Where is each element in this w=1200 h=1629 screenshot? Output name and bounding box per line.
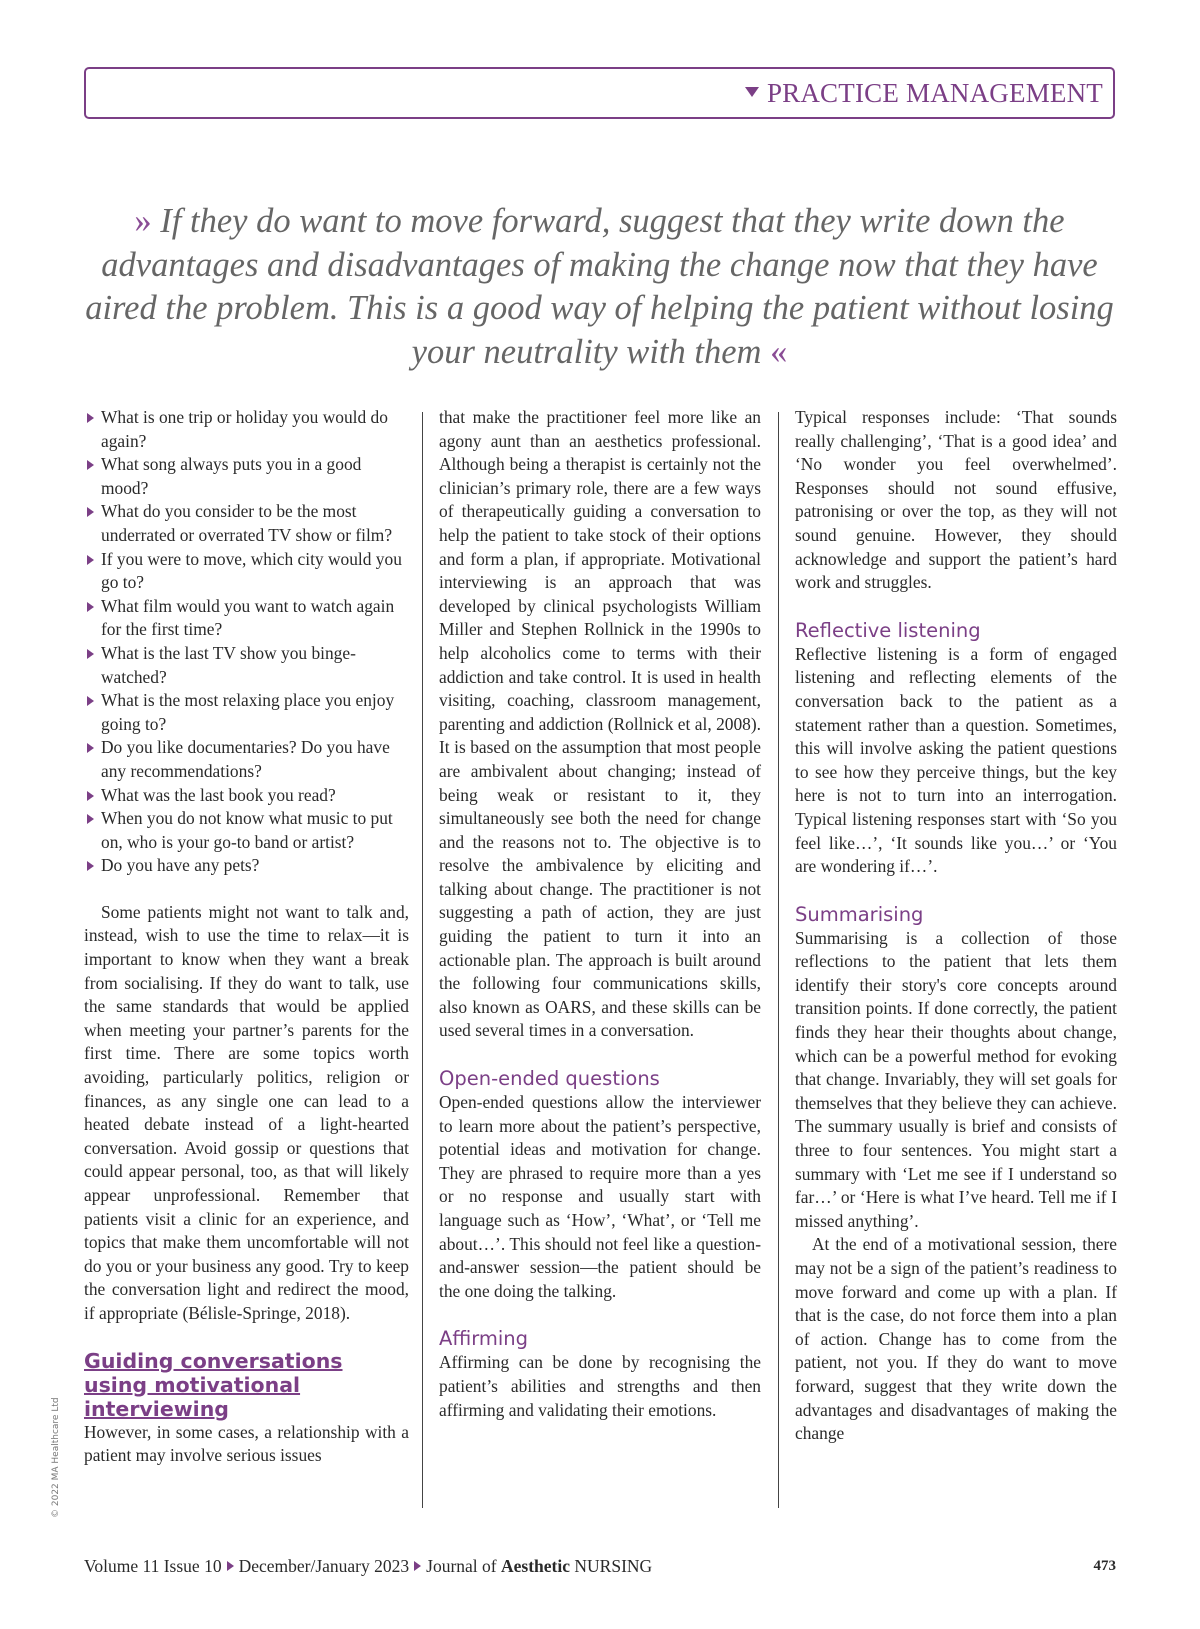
triangle-down-icon — [745, 87, 759, 97]
subsection-heading: Affirming — [439, 1327, 529, 1351]
bullet-triangle-icon — [87, 602, 94, 612]
body-paragraph: At the end of a motivational session, there may not be a sign of the patient’s readiness to move forward and come up with a plan. If that is the case, do not force them into a plan of action. Change has to come from the patient, not you. If they do want to move forward, suggest that they write down the advantages and disadvantages of making the change — [795, 1234, 1117, 1444]
journal-prefix: Journal of — [426, 1556, 497, 1576]
body-paragraph: Typical responses include: ‘That sounds really challenging’, ‘That is a good idea’ and ‘No wonder you feel overwhelmed’. Responses should not sound effusive, patronising or over the top, as they will not sound genuine. However, they should acknowledge and support the patient’s hard work and struggles. — [795, 407, 1117, 593]
list-item: What do you consider to be the most underrated or overrated TV show or film? — [84, 500, 409, 547]
list-item: When you do not know what music to put on, who is your go-to band or artist? — [84, 807, 409, 854]
bullet-triangle-icon — [87, 696, 94, 706]
question-list — [84, 406, 409, 878]
column-divider — [778, 412, 779, 1508]
list-item: What is the most relaxing place you enjoy going to? — [84, 689, 409, 736]
bullet-triangle-icon — [87, 555, 94, 565]
list-item: What film would you want to watch again for the first time? — [84, 595, 409, 642]
body-paragraph: Reflective listening is a form of engaged listening and reflecting elements of the conversation back to the patient as a statement rather than a question. Sometimes, this will involve asking the patient questions to see how they perceive things, but the key here is not to turn into an interrogation. Typical listening responses start with ‘So you feel like…’, ‘It sounds like you…’ or ‘You are wondering if…’. — [795, 643, 1117, 877]
bullet-triangle-icon — [87, 861, 94, 871]
copyright-notice: © 2022 MA Healthcare Ltd — [51, 1397, 61, 1518]
list-item: If you were to move, which city would you go to? — [84, 548, 409, 595]
subsection-heading: Open-ended questions — [439, 1067, 660, 1091]
list-item: Do you have any pets? — [84, 854, 409, 878]
volume-info: Volume 11 Issue 10 — [84, 1556, 222, 1576]
subsection-heading: Summarising — [795, 902, 924, 926]
bullet-triangle-icon — [87, 649, 94, 659]
body-paragraph: Affirming can be done by recognising the patient’s abilities and strengths and then affirming and validating their emotions. — [439, 1352, 761, 1420]
pull-quote-text: If they do want to move forward, suggest that they write down the advantages and disadvantages of making the change now that they have aired the problem. This is a good way of helping the patient without losing your neutrality with them — [85, 202, 1114, 371]
triangle-right-icon — [227, 1561, 234, 1571]
section-header-box — [84, 67, 1115, 119]
body-paragraph: However, in some cases, a relationship with a patient may involve serious issues — [84, 1421, 409, 1466]
quote-open-mark: » — [134, 202, 152, 240]
triangle-right-icon — [414, 1561, 421, 1571]
bullet-triangle-icon — [87, 743, 94, 753]
bullet-triangle-icon — [87, 791, 94, 801]
list-item: What is one trip or holiday you would do again? — [84, 406, 409, 453]
list-item: What song always puts you in a good mood? — [84, 453, 409, 500]
list-item: What was the last book you read? — [84, 784, 409, 808]
page-number: 473 — [1093, 1558, 1116, 1574]
journal-name-bold: Aesthetic — [501, 1556, 571, 1576]
bullet-triangle-icon — [87, 413, 94, 423]
column-1 — [84, 406, 409, 1468]
section-title: PRACTICE MANAGEMENT — [766, 78, 1103, 108]
body-paragraph: Summarising is a collection of those reflections to the patient that lets them identify their story's core concepts around transition points. If done correctly, the patient finds they hear their thoughts about change, which can be a powerful method for evoking that change. Invariably, they will set goals for themselves that they believe they can achieve. The summary usually is brief and consists of three to four sentences. You might start a summary with ‘Let me see if I understand so far…’ or ‘Here is what I’ve heard. Tell me if I missed anything’. — [795, 927, 1117, 1231]
issue-date: December/January 2023 — [238, 1556, 410, 1576]
quote-close-mark: « — [770, 332, 788, 371]
body-paragraph: that make the practitioner feel more like an agony aunt than an aesthetics professional. Although being a therapist is certainly not the clinician’s primary role, there are a few ways of therapeutically guiding a conversation to help the patient to take stock of their options and form a plan, if appropriate. Motivational interviewing is an approach that was developed by clinical psychologists William Miller and Stephen Rollnick in the 1990s to help alcoholics come to terms with their addiction and take control. It is used in health visiting, coaching, classroom management, parenting and addiction (Rollnick et al, 2008). It is based on the assumption that most people are ambivalent about changing; instead of being weak or resistant to it, they simultaneously see both the need for change and the reasons not to. The objective is to resolve the ambivalence by eliciting and talking about change. The practitioner is not suggesting a path of action, they are just guiding the patient to turn it into an actionable plan. The approach is built around the following four communications skills, also known as OARS, and these skills can be used several times in a conversation. — [439, 407, 761, 1041]
column-2 — [439, 406, 761, 1422]
section-heading: Guiding conversations using motivational interviewing — [84, 1348, 343, 1421]
bullet-triangle-icon — [87, 507, 94, 517]
list-item: Do you like documentaries? Do you have any recommendations? — [84, 736, 409, 783]
bullet-triangle-icon — [87, 814, 94, 824]
list-item: What is the last TV show you binge-watched? — [84, 642, 409, 689]
journal-suffix: NURSING — [574, 1556, 653, 1576]
body-paragraph: Open-ended questions allow the interviewer to learn more about the patient’s perspective, potential ideas and motivation for change. They are phrased to require more than a yes or no response and usually start with language such as ‘How’, ‘What’, or ‘Tell me about…’. This should not feel like a question-and-answer session—the patient should be the one doing the talking. — [439, 1092, 761, 1301]
subsection-heading: Reflective listening — [795, 618, 981, 642]
pull-quote — [84, 200, 1115, 374]
section-label — [745, 78, 1103, 109]
body-paragraph: Some patients might not want to talk and, instead, wish to use the time to relax—it is important to know when they want a break from socialising. If they do want to talk, use the same standards that would be applied when meeting your partner’s parents for the first time. There are some topics worth avoiding, particularly politics, religion or finances, as any single one can lead to a heated debate instead of a light-hearted conversation. Avoid gossip or questions that could appear personal, too, as that will likely appear unprofessional. Remember that patients visit a clinic for an experience, and topics that make them uncomfortable will not do you or your business any good. Try to keep the conversation light and redirect the mood, if appropriate (Bélisle-Springe, 2018). — [84, 901, 409, 1323]
column-divider — [422, 412, 423, 1508]
column-3 — [795, 406, 1117, 1446]
bullet-triangle-icon — [87, 460, 94, 470]
footer — [84, 1556, 652, 1577]
